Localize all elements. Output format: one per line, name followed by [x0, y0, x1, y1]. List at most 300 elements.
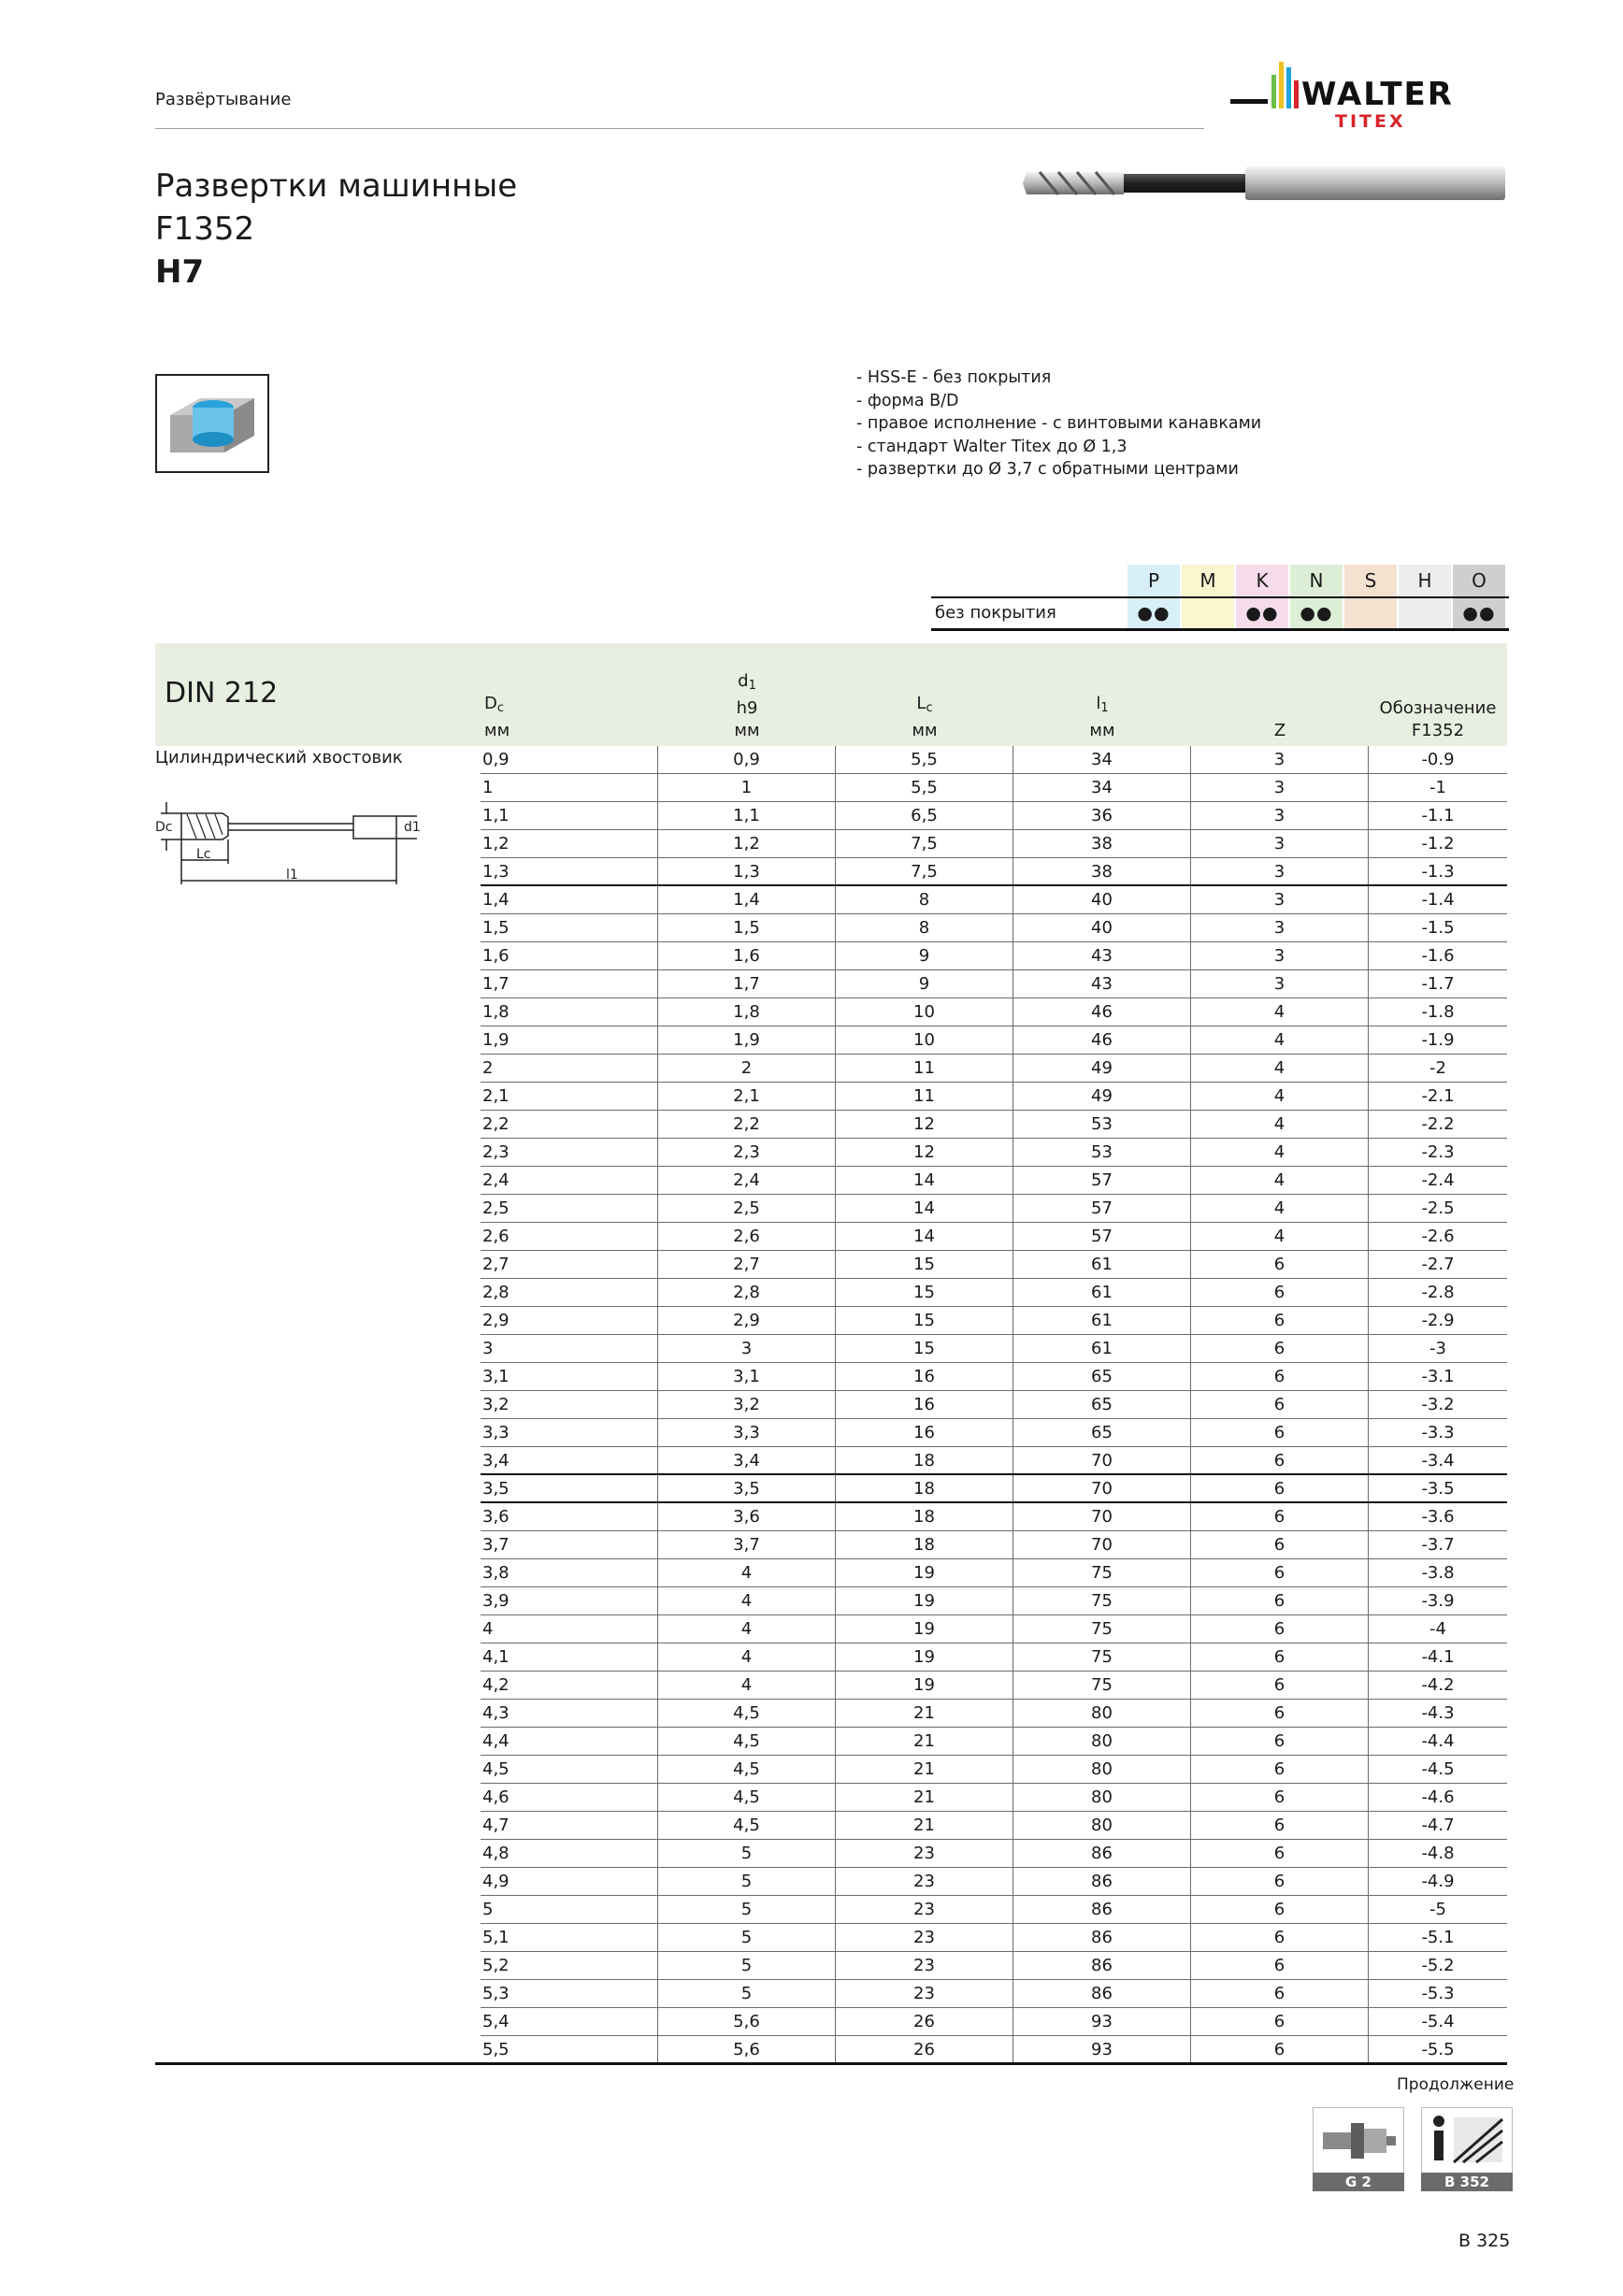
cell-dc: 3,8: [481, 1559, 658, 1586]
cell-dc: 1,8: [481, 998, 658, 1026]
cell-lc: 8: [836, 914, 1013, 941]
cell-d1: 4,5: [658, 1700, 836, 1727]
cell-lc: 12: [836, 1139, 1013, 1166]
cell-d1: 4,5: [658, 1756, 836, 1783]
feature-item: - HSS-E - без покрытия: [856, 368, 1052, 387]
table-row: [481, 1167, 1507, 1195]
table-row: [481, 1784, 1507, 1812]
cell-designation: -4.2: [1421, 1675, 1455, 1695]
suitability-mark-h: [1399, 598, 1453, 628]
suitability-mark-p: ●●: [1127, 598, 1182, 628]
suitability-mark-s: [1344, 598, 1399, 628]
cell-designation: -3.8: [1421, 1563, 1455, 1583]
cell-dc: 1,3: [481, 858, 658, 884]
cell-dc: 1,2: [481, 830, 658, 857]
table-row: [481, 1503, 1507, 1531]
table-row: [481, 1700, 1507, 1728]
cell-designation: -3: [1429, 1339, 1446, 1358]
walter-titex-logo: [1230, 58, 1511, 135]
material-group-p: P: [1127, 565, 1182, 596]
cell-designation: -4.4: [1421, 1731, 1455, 1751]
table-row: [481, 1643, 1507, 1672]
cell-l1: 80: [1013, 1700, 1191, 1727]
cell-z: 6: [1191, 1587, 1369, 1614]
header-divider: [155, 128, 1204, 129]
info-reference-icon[interactable]: [1421, 2107, 1513, 2191]
cell-designation: -1: [1429, 778, 1446, 797]
cell-designation: -3.3: [1421, 1423, 1455, 1442]
cell-dc: 5: [481, 1896, 658, 1923]
table-row: [481, 1139, 1507, 1167]
cell-designation: -1.6: [1421, 946, 1455, 966]
cell-designation: -3.5: [1421, 1479, 1455, 1499]
drawing-label-lc: Lc: [196, 847, 211, 862]
cell-designation: -3.4: [1421, 1451, 1455, 1471]
cell-l1: 86: [1013, 1896, 1191, 1923]
suitability-mark-o: ●●: [1453, 598, 1507, 628]
cell-dc: 3: [481, 1335, 658, 1362]
table-row: [481, 1363, 1507, 1391]
cell-d1: 1,8: [658, 998, 836, 1026]
cell-z: 4: [1191, 1139, 1369, 1166]
cell-lc: 15: [836, 1335, 1013, 1362]
through-hole-pictogram: [155, 374, 269, 473]
table-row: [481, 774, 1507, 802]
cell-z: 6: [1191, 1756, 1369, 1783]
cell-designation: -4.3: [1421, 1703, 1455, 1723]
cell-lc: 16: [836, 1419, 1013, 1446]
cell-designation: -5.4: [1421, 2012, 1455, 2031]
table-row: [481, 2036, 1507, 2064]
cell-designation: -3.2: [1421, 1395, 1455, 1414]
cell-d1: 4,5: [658, 1812, 836, 1839]
cell-z: 6: [1191, 1559, 1369, 1586]
cell-dc: 3,3: [481, 1419, 658, 1446]
cell-d1: 0,9: [658, 746, 836, 773]
table-row: [481, 1924, 1507, 1952]
cell-d1: 1,1: [658, 802, 836, 829]
cell-z: 3: [1191, 970, 1369, 997]
col-header-d1: $d_1$ h9 мм: [734, 671, 760, 740]
cell-l1: 75: [1013, 1643, 1191, 1671]
cell-lc: 11: [836, 1055, 1013, 1082]
table-row: [481, 1419, 1507, 1447]
cell-dc: 1,6: [481, 942, 658, 969]
cell-z: 3: [1191, 830, 1369, 857]
cell-lc: 23: [836, 1896, 1013, 1923]
cell-dc: 4,6: [481, 1784, 658, 1811]
cell-lc: 23: [836, 1924, 1013, 1951]
reamer-dimension-drawing: [155, 785, 436, 897]
cell-z: 6: [1191, 1475, 1369, 1501]
cell-z: 6: [1191, 1952, 1369, 1979]
table-row: [481, 1952, 1507, 1980]
feature-list: [856, 366, 1261, 481]
cell-designation: -1.3: [1421, 862, 1455, 882]
cell-lc: 18: [836, 1531, 1013, 1558]
cell-l1: 93: [1013, 2036, 1191, 2063]
cell-z: 3: [1191, 746, 1369, 773]
cell-z: 4: [1191, 1026, 1369, 1054]
material-group-m: M: [1182, 565, 1236, 596]
cell-dc: 2,9: [481, 1307, 658, 1334]
cell-designation: -4.5: [1421, 1759, 1455, 1779]
cell-d1: 4: [658, 1672, 836, 1699]
page-title: [155, 165, 517, 294]
cell-z: 6: [1191, 1868, 1369, 1895]
suitability-mark-m: [1182, 598, 1236, 628]
cell-designation: -1.7: [1421, 974, 1455, 994]
cell-designation: -4.1: [1421, 1647, 1455, 1667]
cell-designation: -1.2: [1421, 834, 1455, 854]
cell-dc: 1,5: [481, 914, 658, 941]
drawing-label-d1: d1: [404, 820, 421, 835]
cell-z: 6: [1191, 1700, 1369, 1727]
cell-designation: -2.4: [1421, 1170, 1455, 1190]
col-header-lc: $L_c$ мм: [912, 694, 938, 740]
col-header-dc: $D_c$ мм: [484, 694, 510, 740]
cell-dc: 5,4: [481, 2008, 658, 2035]
table-row: [481, 1615, 1507, 1643]
cell-l1: 86: [1013, 1924, 1191, 1951]
table-row: [481, 1279, 1507, 1307]
cell-designation: -2.9: [1421, 1311, 1455, 1330]
cell-dc: 1,7: [481, 970, 658, 997]
cell-dc: 4,8: [481, 1840, 658, 1867]
cell-lc: 15: [836, 1307, 1013, 1334]
cell-l1: 75: [1013, 1559, 1191, 1586]
cell-d1: 1: [658, 774, 836, 801]
table-row: [481, 1083, 1507, 1111]
cell-l1: 49: [1013, 1083, 1191, 1110]
cell-d1: 3,5: [658, 1475, 836, 1501]
cell-d1: 3,4: [658, 1447, 836, 1473]
material-group-o: O: [1453, 565, 1507, 596]
cell-lc: 5,5: [836, 746, 1013, 773]
cell-designation: -1.4: [1421, 890, 1455, 910]
cell-lc: 19: [836, 1559, 1013, 1586]
holder-reference-label: G 2: [1313, 2173, 1404, 2191]
cell-l1: 57: [1013, 1167, 1191, 1194]
cell-designation: -3.9: [1421, 1591, 1455, 1611]
cell-l1: 40: [1013, 914, 1191, 941]
col-header-designation: Обозначение F1352: [1379, 698, 1497, 740]
table-row: [481, 2008, 1507, 2036]
cell-lc: 18: [836, 1503, 1013, 1530]
cell-l1: 43: [1013, 942, 1191, 969]
cell-dc: 4: [481, 1615, 658, 1643]
cell-d1: 3,1: [658, 1363, 836, 1390]
cell-l1: 61: [1013, 1307, 1191, 1334]
cell-dc: 2: [481, 1055, 658, 1082]
table-row: [481, 1195, 1507, 1223]
cell-designation: -1.9: [1421, 1030, 1455, 1050]
cell-z: 6: [1191, 1980, 1369, 2007]
table-row: [481, 1980, 1507, 2008]
cell-d1: 2,2: [658, 1111, 836, 1138]
feature-item: - развертки до Ø 3,7 с обратными центрами: [856, 460, 1239, 479]
cell-d1: 1,4: [658, 886, 836, 913]
suitability-mark-k: ●●: [1236, 598, 1290, 628]
cell-z: 6: [1191, 2008, 1369, 2035]
cell-l1: 65: [1013, 1419, 1191, 1446]
table-row: [481, 1812, 1507, 1840]
cell-lc: 16: [836, 1363, 1013, 1390]
feature-item: - стандарт Walter Titex до Ø 1,3: [856, 437, 1127, 456]
cell-designation: -1.5: [1421, 918, 1455, 938]
cell-d1: 3,7: [658, 1531, 836, 1558]
cell-lc: 5,5: [836, 774, 1013, 801]
cell-z: 6: [1191, 1615, 1369, 1643]
cell-d1: 5: [658, 1924, 836, 1951]
cell-l1: 34: [1013, 746, 1191, 773]
cell-l1: 70: [1013, 1531, 1191, 1558]
cell-l1: 53: [1013, 1111, 1191, 1138]
cell-d1: 3,2: [658, 1391, 836, 1418]
cell-lc: 26: [836, 2036, 1013, 2063]
cell-lc: 10: [836, 1026, 1013, 1054]
cell-lc: 26: [836, 2008, 1013, 2035]
cell-dc: 4,7: [481, 1812, 658, 1839]
cell-d1: 4: [658, 1559, 836, 1586]
cell-l1: 36: [1013, 802, 1191, 829]
cell-z: 6: [1191, 1391, 1369, 1418]
col-header-l1: $l_1$ мм: [1089, 694, 1115, 740]
cell-z: 6: [1191, 1531, 1369, 1558]
reamer-image: [1021, 159, 1507, 208]
cell-dc: 2,4: [481, 1167, 658, 1194]
cell-l1: 70: [1013, 1475, 1191, 1501]
cell-dc: 4,4: [481, 1728, 658, 1755]
cell-z: 6: [1191, 1419, 1369, 1446]
cell-designation: -2.7: [1421, 1255, 1455, 1274]
cell-d1: 4: [658, 1587, 836, 1614]
cell-lc: 21: [836, 1812, 1013, 1839]
cell-z: 3: [1191, 858, 1369, 884]
cell-lc: 23: [836, 1952, 1013, 1979]
title-line-3: H7: [155, 253, 205, 291]
cell-designation: -3.1: [1421, 1367, 1455, 1386]
cell-designation: -2.2: [1421, 1114, 1455, 1134]
table-row: [481, 830, 1507, 858]
brand-main-text: WALTER: [1301, 76, 1454, 113]
material-group-h: H: [1399, 565, 1453, 596]
cell-dc: 3,4: [481, 1447, 658, 1473]
feature-item: - форма B/D: [856, 391, 959, 410]
cell-z: 3: [1191, 914, 1369, 941]
cell-lc: 7,5: [836, 830, 1013, 857]
cell-z: 3: [1191, 942, 1369, 969]
cell-dc: 1,9: [481, 1026, 658, 1054]
cell-d1: 3: [658, 1335, 836, 1362]
table-row: [481, 1251, 1507, 1279]
cell-l1: 80: [1013, 1784, 1191, 1811]
cell-z: 4: [1191, 1083, 1369, 1110]
cell-d1: 3,6: [658, 1503, 836, 1530]
cell-lc: 10: [836, 998, 1013, 1026]
cell-dc: 3,6: [481, 1503, 658, 1530]
cell-z: 6: [1191, 1784, 1369, 1811]
cell-lc: 9: [836, 970, 1013, 997]
cell-l1: 75: [1013, 1615, 1191, 1643]
material-group-k: K: [1236, 565, 1290, 596]
cell-l1: 86: [1013, 1840, 1191, 1867]
cell-dc: 2,8: [481, 1279, 658, 1306]
cell-z: 6: [1191, 1924, 1369, 1951]
cell-designation: -1.8: [1421, 1002, 1455, 1022]
cell-l1: 75: [1013, 1672, 1191, 1699]
cell-d1: 1,6: [658, 942, 836, 969]
cell-z: 6: [1191, 1251, 1369, 1278]
table-row: [481, 1728, 1507, 1756]
cell-l1: 86: [1013, 1980, 1191, 2007]
table-row: [481, 746, 1507, 774]
cell-dc: 4,3: [481, 1700, 658, 1727]
cell-z: 6: [1191, 1279, 1369, 1306]
cell-z: 6: [1191, 1812, 1369, 1839]
cell-dc: 5,1: [481, 1924, 658, 1951]
cell-l1: 57: [1013, 1195, 1191, 1222]
cell-l1: 38: [1013, 830, 1191, 857]
table-row: [481, 1475, 1507, 1503]
material-group-n: N: [1290, 565, 1344, 596]
cell-d1: 2,7: [658, 1251, 836, 1278]
cell-z: 6: [1191, 1503, 1369, 1530]
table-row: [481, 1026, 1507, 1055]
material-header: [1127, 565, 1509, 596]
cell-z: 4: [1191, 1111, 1369, 1138]
cell-l1: 49: [1013, 1055, 1191, 1082]
table-row: [481, 1447, 1507, 1475]
cell-designation: -2.3: [1421, 1142, 1455, 1162]
cell-designation: -5.1: [1421, 1928, 1455, 1947]
cell-lc: 6,5: [836, 802, 1013, 829]
cell-d1: 5: [658, 1840, 836, 1867]
standard-label: DIN 212: [165, 677, 279, 710]
table-row: [481, 886, 1507, 914]
cell-designation: -5: [1429, 1900, 1446, 1919]
cell-d1: 5,6: [658, 2008, 836, 2035]
cell-lc: 23: [836, 1980, 1013, 2007]
cell-designation: -4.7: [1421, 1815, 1455, 1835]
cell-d1: 3,3: [658, 1419, 836, 1446]
cell-lc: 14: [836, 1223, 1013, 1250]
cell-dc: 3,2: [481, 1391, 658, 1418]
cell-d1: 1,9: [658, 1026, 836, 1054]
cell-d1: 1,2: [658, 830, 836, 857]
cell-d1: 5: [658, 1868, 836, 1895]
cell-lc: 11: [836, 1083, 1013, 1110]
cell-d1: 4: [658, 1643, 836, 1671]
cell-z: 4: [1191, 1195, 1369, 1222]
table-row: [481, 858, 1507, 886]
cell-designation: -2.1: [1421, 1086, 1455, 1106]
table-row: [481, 914, 1507, 942]
table-body: [481, 746, 1507, 2064]
cell-d1: 4: [658, 1615, 836, 1643]
cell-dc: 4,2: [481, 1672, 658, 1699]
cell-lc: 19: [836, 1672, 1013, 1699]
cell-d1: 2,6: [658, 1223, 836, 1250]
cell-lc: 21: [836, 1700, 1013, 1727]
cell-d1: 5: [658, 1896, 836, 1923]
cell-l1: 57: [1013, 1223, 1191, 1250]
cell-l1: 80: [1013, 1728, 1191, 1755]
cell-designation: -5.2: [1421, 1956, 1455, 1975]
cell-dc: 5,5: [481, 2036, 658, 2063]
section-label: Развёртывание: [155, 90, 292, 109]
cell-d1: 2,9: [658, 1307, 836, 1334]
cell-d1: 5,6: [658, 2036, 836, 2063]
title-line-2: F1352: [155, 210, 255, 248]
cell-z: 6: [1191, 1896, 1369, 1923]
table-row: [481, 1559, 1507, 1587]
cell-lc: 12: [836, 1111, 1013, 1138]
cell-l1: 53: [1013, 1139, 1191, 1166]
cell-z: 6: [1191, 1728, 1369, 1755]
cell-z: 6: [1191, 1672, 1369, 1699]
cell-l1: 75: [1013, 1587, 1191, 1614]
cell-d1: 2: [658, 1055, 836, 1082]
cell-l1: 86: [1013, 1952, 1191, 1979]
cell-dc: 2,2: [481, 1111, 658, 1138]
cell-d1: 2,5: [658, 1195, 836, 1222]
cell-designation: -4.6: [1421, 1787, 1455, 1807]
cell-designation: -3.7: [1421, 1535, 1455, 1555]
cell-l1: 70: [1013, 1503, 1191, 1530]
cell-l1: 46: [1013, 1026, 1191, 1054]
material-group-s: S: [1344, 565, 1399, 596]
material-grid: [931, 565, 1509, 631]
table-row: [481, 802, 1507, 830]
cell-lc: 7,5: [836, 858, 1013, 884]
table-row: [481, 1223, 1507, 1251]
cell-z: 4: [1191, 1223, 1369, 1250]
cell-z: 6: [1191, 1643, 1369, 1671]
cell-l1: 70: [1013, 1447, 1191, 1473]
table-row: [481, 942, 1507, 970]
cell-d1: 4,5: [658, 1728, 836, 1755]
cell-lc: 9: [836, 942, 1013, 969]
table-row: [481, 1840, 1507, 1868]
cell-d1: 5: [658, 1952, 836, 1979]
cell-dc: 3,5: [481, 1475, 658, 1501]
table-row: [481, 1672, 1507, 1700]
cell-designation: -2.8: [1421, 1283, 1455, 1302]
cell-d1: 1,5: [658, 914, 836, 941]
cell-dc: 4,9: [481, 1868, 658, 1895]
cell-lc: 21: [836, 1728, 1013, 1755]
cell-z: 6: [1191, 1335, 1369, 1362]
table-row: [481, 1587, 1507, 1615]
cell-dc: 3,7: [481, 1531, 658, 1558]
cell-l1: 65: [1013, 1391, 1191, 1418]
holder-reference-icon[interactable]: [1313, 2107, 1404, 2191]
col-header-z: Z: [1273, 721, 1286, 740]
cell-lc: 18: [836, 1447, 1013, 1473]
table-row: [481, 1531, 1507, 1559]
table-row: [481, 1756, 1507, 1784]
cell-d1: 2,3: [658, 1139, 836, 1166]
cell-l1: 86: [1013, 1868, 1191, 1895]
feature-item: - правое исполнение - с винтовыми канавками: [856, 414, 1262, 433]
table-row: [481, 1896, 1507, 1924]
cell-l1: 65: [1013, 1363, 1191, 1390]
cell-z: 6: [1191, 1447, 1369, 1473]
cell-l1: 43: [1013, 970, 1191, 997]
cell-l1: 34: [1013, 774, 1191, 801]
suitability-mark-n: ●●: [1290, 598, 1344, 628]
